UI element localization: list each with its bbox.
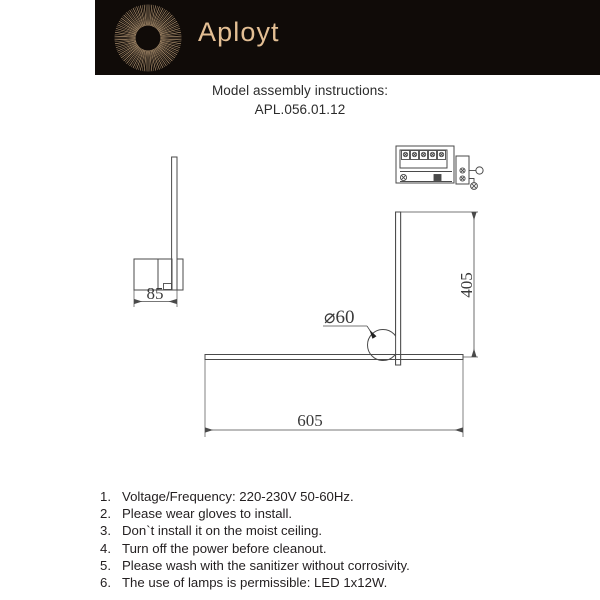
- list-item-number: 1.: [100, 489, 111, 504]
- technical-drawing: [0, 125, 600, 465]
- front-view: [205, 212, 463, 365]
- dimension-405-label: 405: [457, 272, 476, 298]
- instructions-list: [100, 488, 570, 591]
- list-item: [100, 522, 570, 539]
- dimension-extension-lines-605: [205, 360, 463, 438]
- dimension-605-label: 605: [297, 411, 323, 430]
- list-item-number: 5.: [100, 557, 111, 573]
- brand-wordmark: Aployt: [198, 17, 280, 47]
- list-item-text: Please wash with the sanitizer without corrosivity.: [122, 557, 410, 573]
- side-view: [134, 157, 183, 290]
- list-item-number: 4.: [100, 540, 111, 556]
- list-item: [100, 540, 570, 557]
- list-item: [100, 574, 570, 591]
- list-item-text: Voltage/Frequency: 220-230V 50-60Hz.: [122, 489, 354, 504]
- sunburst-logo-icon: [113, 3, 183, 73]
- list-item-text: The use of lamps is permissible: LED 1x12W.: [122, 575, 388, 591]
- dimension-diameter-label: ⌀60: [324, 307, 355, 328]
- list-item: [100, 557, 570, 574]
- corner-sunburst-rays-icon: [342, 0, 600, 75]
- header-banner: [95, 0, 600, 75]
- list-item: [100, 505, 570, 522]
- list-item: [100, 488, 570, 505]
- list-item-number: 2.: [100, 506, 111, 522]
- model-code: APL.056.01.12: [254, 102, 346, 117]
- list-item-text: Don`t install it on the moist ceiling.: [122, 523, 323, 539]
- list-item-text: Please wear gloves to install.: [122, 506, 293, 522]
- terminal-block-wiring-diagram: [396, 146, 483, 189]
- dimension-85-label: 85: [146, 284, 164, 303]
- list-item-number: 3.: [100, 523, 111, 539]
- list-item-number: 6.: [100, 575, 111, 591]
- page-title: Model assembly instructions:: [211, 83, 389, 98]
- list-item-text: Turn off the power before cleanout.: [122, 540, 327, 556]
